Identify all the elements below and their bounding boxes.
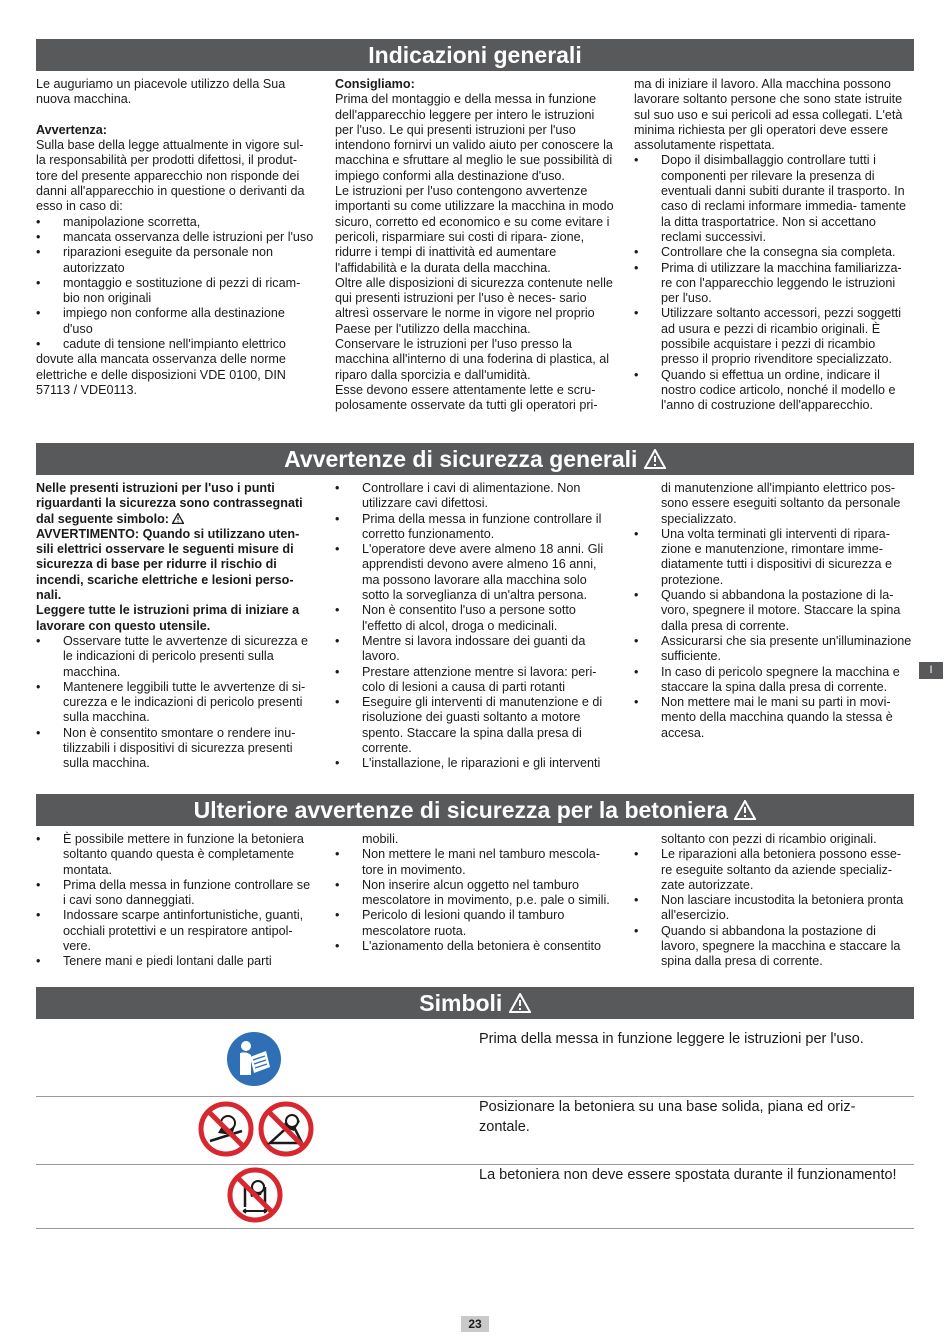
bullet: •	[36, 679, 41, 694]
list-item-text: montaggio e sostituzione di pezzi di ricam- bio non originali	[63, 275, 301, 306]
list-item	[36, 954, 316, 969]
list-item	[634, 665, 914, 696]
list-item	[634, 695, 914, 741]
bullet: •	[36, 229, 41, 244]
list-item	[335, 512, 615, 543]
list-item	[634, 924, 914, 970]
bullet: •	[36, 306, 41, 321]
mixer-col-2	[335, 832, 615, 954]
bullet: •	[36, 275, 41, 290]
section-title: Indicazioni generali	[368, 42, 582, 68]
list-item-text: di manutenzione all'impianto elettrico pos- sono essere eseguiti soltanto da personale specializzato.	[661, 481, 901, 526]
list-item-text: L'operatore deve avere almeno 18 anni. Gli apprendisti devono avere almeno 16 anni, ma possono lavorare alla macchina solo sotto la sorveglianza di un'altra persona.	[362, 542, 604, 603]
recommend-heading: Consigliamo:	[335, 77, 415, 91]
list-item	[335, 481, 615, 512]
list-item	[335, 542, 615, 603]
bullet: •	[634, 633, 639, 648]
bullet: •	[335, 603, 340, 618]
chapter-tab	[919, 662, 943, 679]
bullet: •	[634, 260, 639, 275]
list-item-text: Quando si abbandona la postazione di la- voro, spegnere il motore. Staccare la spina dalla presa di corrente.	[661, 588, 901, 633]
section-title: Avvertenze di sicurezza generali	[284, 446, 638, 472]
list-item	[634, 634, 914, 665]
bullet: •	[36, 245, 41, 260]
list-item-text: Prima della messa in funzione controllare se i cavi sono danneggiati.	[63, 877, 311, 908]
list-item-text: Non mettere mai le mani su parti in movi- mento della macchina quando la stessa è accesa.	[661, 695, 893, 740]
general-col-3	[634, 77, 914, 414]
section-header-safety	[36, 443, 914, 475]
paragraph: Oltre alle disposizioni di sicurezza contenute nelle qui presenti istruzioni per l'uso è neces- sario altresì osservare le norme in vigore nel proprio Paese per l'utilizzo della macchina.	[335, 275, 613, 336]
mixer-col-3	[634, 832, 914, 970]
list-item-text: L'azionamento della betoniera è consentito	[362, 939, 602, 954]
list-item-text: Eseguire gli interventi di manutenzione e di risoluzione dei guasti soltanto a motore spento. Staccare la spina dalla presa di corrente.	[362, 695, 603, 756]
list-item-text: Prestare attenzione mentre si lavora: peri- colo di lesioni a causa di parti rotanti	[362, 664, 597, 694]
bullet: •	[335, 511, 340, 526]
list-item	[36, 230, 316, 245]
list-item-text: Mentre si lavora indossare dei guanti da lavoro.	[362, 633, 586, 664]
list-item-continuation	[634, 481, 914, 527]
list-item	[335, 634, 615, 665]
bullet: •	[634, 923, 639, 938]
list-item-text: Controllare che la consegna sia completa.	[661, 245, 896, 260]
list-item	[634, 847, 914, 893]
outro-text: dovute alla mancata osservanza delle norme elettriche e delle disposizioni VDE 0100, DIN 57113 / VDE0113.	[36, 352, 286, 397]
page-number	[461, 1316, 489, 1332]
list-item	[36, 276, 316, 307]
list-item-continuation	[634, 832, 914, 847]
list-item-text: cadute di tensione nell'impianto elettrico	[63, 337, 286, 352]
bullet: •	[335, 481, 340, 495]
list-item	[634, 261, 914, 307]
warning-triangle-icon	[644, 449, 666, 469]
bullet: •	[634, 664, 639, 679]
paragraph: Prima del montaggio e della messa in funzione dell'apparecchio leggere per intero le istruzioni per l'uso. Le qui presenti istruzioni per l'uso intendono fornirvi un valido aiuto per conoscere la macchina e sfruttare al meglio le sue possibilità di impiego conformi alla destinazione d'uso.	[335, 92, 613, 183]
bullet: •	[36, 337, 41, 352]
bullet: •	[335, 695, 340, 710]
list-item-text: Quando si abbandona la postazione di lavoro, spegnere la macchina e staccare la spina dalla presa di corrente.	[661, 923, 901, 969]
list-item	[36, 245, 316, 276]
list-item-text: Prima della messa in funzione controllare il corretto funzionamento.	[362, 511, 602, 541]
list-item-text: In caso di pericolo spegnere la macchina e staccare la spina dalla presa di corrente.	[661, 664, 900, 694]
bullet: •	[634, 588, 639, 603]
bullet: •	[335, 542, 340, 557]
list-item-text: riparazioni eseguite da personale non autorizzato	[63, 245, 274, 275]
page-number-text: 23	[468, 1317, 482, 1331]
list-item	[335, 878, 615, 909]
bullet: •	[335, 847, 340, 862]
general-col-2	[335, 77, 615, 414]
safety-col-3	[634, 481, 914, 741]
list-item-text: Una volta terminati gli interventi di ripara- zione e manutenzione, rimontare imme- diatamente tutti i dispositivi di sicurezza e protezione.	[661, 526, 892, 587]
intro-text: Le auguriamo un piacevole utilizzo della Sua nuova macchina.	[36, 77, 286, 107]
list-item	[36, 908, 316, 954]
bullet: •	[335, 908, 340, 923]
list-item-text: Le riparazioni alla betoniera possono esse- re eseguite soltanto da aziende specializ- zate autorizzate.	[661, 847, 902, 892]
general-col-1	[36, 77, 316, 398]
bullet: •	[634, 153, 639, 168]
warning-text: Sulla base della legge attualmente in vigore sul- la responsabilità per prodotti difettosi, il produt- tore del presente apparecchio non risponde dei danni all'apparecchio in questione o derivanti da esso in caso di:	[36, 138, 305, 214]
list-item-text: L'installazione, le riparazioni e gli interventi	[362, 756, 601, 771]
list-item	[335, 665, 615, 696]
bullet: •	[335, 664, 340, 679]
list-item	[36, 634, 316, 680]
bullet: •	[36, 633, 41, 648]
list-item	[634, 893, 914, 924]
list-item-text: Non inserire alcun oggetto nel tamburo mescolatore in movimento, p.e. pale o simili.	[362, 877, 610, 908]
list-item-text: Pericolo di lesioni quando il tamburo mescolatore ruota.	[362, 908, 565, 938]
paragraph: Esse devono essere attentamente lette e scru- polosamente osservate da tutti gli operatori pri-	[335, 382, 598, 413]
list-item-text: Non è consentito smontare o rendere inu- tilizzabili i dispositivi di sicurezza presenti sulla macchina.	[63, 725, 296, 771]
list-item	[335, 603, 615, 634]
list-item	[634, 588, 914, 634]
read-manual-icon	[226, 1031, 282, 1087]
list-item	[335, 908, 615, 939]
paragraph: ma di iniziare il lavoro. Alla macchina possono lavorare soltanto persone che sono state istruite sul suo uso e sui pericoli ad essa collegati. L'età minima richiesta per gli operatori deve essere assolutamente rispettata.	[634, 77, 903, 153]
list-item	[36, 878, 316, 909]
safety-col-2	[335, 481, 615, 772]
paragraph: Conservare le istruzioni per l'uso presso la macchina all'interno di una foderina di plastica, al riparo dalla sporcizia e dall'umidità.	[335, 337, 610, 382]
bullet: •	[335, 633, 340, 648]
bullet: •	[335, 756, 340, 771]
symbol-description	[479, 1030, 909, 1050]
list-item	[36, 306, 316, 337]
list-item	[36, 215, 316, 230]
warning-triangle-icon	[172, 513, 184, 524]
bullet: •	[634, 245, 639, 260]
warning-triangle-icon	[734, 800, 756, 820]
list-item-text: Non è consentito l'uso a persone sotto l'effetto di alcol, droga o medicinali.	[362, 603, 576, 633]
bullet: •	[634, 893, 639, 908]
list-item	[36, 832, 316, 878]
section-header-general	[36, 39, 914, 71]
list-item-text: Indossare scarpe antinfortunistiche, guanti, occhiali protettivi e un respiratore antipol- vere.	[63, 908, 304, 954]
no-moving-during-operation-icon	[227, 1167, 283, 1223]
list-item-text: Mantenere leggibili tutte le avvertenze di si- curezza e le indicazioni di pericolo presenti sulla macchina.	[63, 679, 306, 725]
list-item-text: mancata osservanza delle istruzioni per l'uso	[63, 229, 314, 244]
list-item-continuation	[335, 832, 615, 847]
list-item	[36, 726, 316, 772]
list-item	[634, 527, 914, 588]
list-item-text: Osservare tutte le avvertenze di sicurezza e le indicazioni di pericolo presenti sulla macchina.	[63, 633, 308, 679]
list-item-text: soltanto con pezzi di ricambio originali.	[661, 832, 877, 846]
bullet: •	[36, 832, 41, 846]
bullet: •	[634, 306, 639, 321]
section-header-mixer	[36, 794, 914, 826]
list-item-text: Assicurarsi che sia presente un'illuminazione sufficiente.	[661, 633, 912, 664]
symbol-description-text: La betoniera non deve essere spostata durante il funzionamento!	[479, 1167, 897, 1183]
bullet: •	[634, 695, 639, 710]
list-item	[634, 245, 914, 260]
symbol-description-text: Prima della messa in funzione leggere le istruzioni per l'uso.	[479, 1031, 864, 1047]
section-title: Ulteriore avvertenze di sicurezza per la betoniera	[193, 797, 728, 823]
list-item-text: Non lasciare incustodita la betoniera pronta all'esercizio.	[661, 893, 904, 923]
list-item	[36, 337, 316, 352]
list-item	[36, 680, 316, 726]
list-item	[335, 847, 615, 878]
list-item-text: Utilizzare soltanto accessori, pezzi soggetti ad usura e pezzi di ricambio originali. È possibile acquistare i pezzi di ricambio presso il proprio rivenditore specializzato.	[661, 306, 902, 367]
symbol-description	[479, 1098, 909, 1137]
symbol-description	[479, 1166, 909, 1186]
list-item	[335, 939, 615, 954]
bullet: •	[634, 526, 639, 541]
safety-intro-text: Nelle presenti istruzioni per l'uso i punti riguardanti la sicurezza sono contrassegnati dal seguente simbolo:	[36, 481, 303, 526]
safety-col-1	[36, 481, 316, 772]
list-item-text: Quando si effettua un ordine, indicare il nostro codice articolo, nonché il modello e l'anno di costruzione dell'apparecchio.	[661, 367, 896, 413]
mixer-col-1	[36, 832, 316, 970]
list-item-text: Controllare i cavi di alimentazione. Non utilizzare cavi difettosi.	[362, 481, 581, 511]
bullet: •	[634, 367, 639, 382]
list-item-text: Tenere mani e piedi lontani dalle parti	[63, 954, 272, 969]
list-item-text: È possibile mettere in funzione la betoniera soltanto quando questa è completamente montata.	[63, 832, 304, 877]
chapter-tab-label: I	[929, 664, 933, 676]
bullet: •	[634, 847, 639, 862]
bullet: •	[36, 908, 41, 923]
bullet: •	[335, 877, 340, 892]
paragraph: Le istruzioni per l'uso contengono avvertenze importanti su come utilizzare la macchina in modo sicuro, corretto ed economico e su come evitare i pericoli, risparmiare sui costi di ripara- zione, ridurre i tempi di inattività ed aumentare l'affidabilità e la durata della macchina.	[335, 184, 614, 275]
list-item-text: Prima di utilizzare la macchina familiarizza- re con l'apparecchio leggendo le istruzioni per l'uso.	[661, 260, 902, 306]
section-title: Simboli	[419, 990, 503, 1016]
read-instructions-text: Leggere tutte le istruzioni prima di iniziare a lavorare con questo utensile.	[36, 603, 300, 633]
symbol-description-text: Posizionare la betoniera su una base solida, piana ed oriz- zontale.	[479, 1099, 856, 1135]
bullet: •	[335, 939, 340, 954]
warning-text: AVVERTIMENTO: Quando si utilizzano uten- sili elettrici osservare le seguenti misure di sicurezza di base per ridurre il rischio di incendi, scariche elettriche e lesioni perso- nali.	[36, 526, 300, 603]
bullet: •	[36, 954, 41, 969]
list-item-text: mobili.	[362, 832, 399, 846]
warning-triangle-icon	[509, 993, 531, 1013]
list-item	[634, 306, 914, 367]
list-item-text: impiego non conforme alla destinazione d'uso	[63, 306, 285, 336]
section-header-symbols	[36, 987, 914, 1019]
list-item-text: Dopo il disimballaggio controllare tutti i componenti per rilevare la presenza di eventuali danni subiti durante il trasporto. In caso di reclami informare immedia- tamente la ditta trasportatrice. Non si accettano reclami successivi.	[661, 153, 906, 244]
warning-heading: Avvertenza:	[36, 122, 107, 137]
list-item	[634, 368, 914, 414]
no-tilted-mixer-icon	[258, 1101, 314, 1157]
bullet: •	[36, 725, 41, 740]
bullet: •	[36, 877, 41, 892]
list-item	[634, 153, 914, 245]
list-item-text: manipolazione scorretta,	[63, 214, 201, 229]
bullet: •	[36, 214, 41, 229]
list-item	[335, 695, 615, 756]
list-item	[335, 756, 615, 771]
no-uneven-ground-icon	[198, 1101, 254, 1157]
list-item-text: Non mettere le mani nel tamburo mescola- tore in movimento.	[362, 847, 600, 877]
safety-intro	[36, 481, 316, 527]
